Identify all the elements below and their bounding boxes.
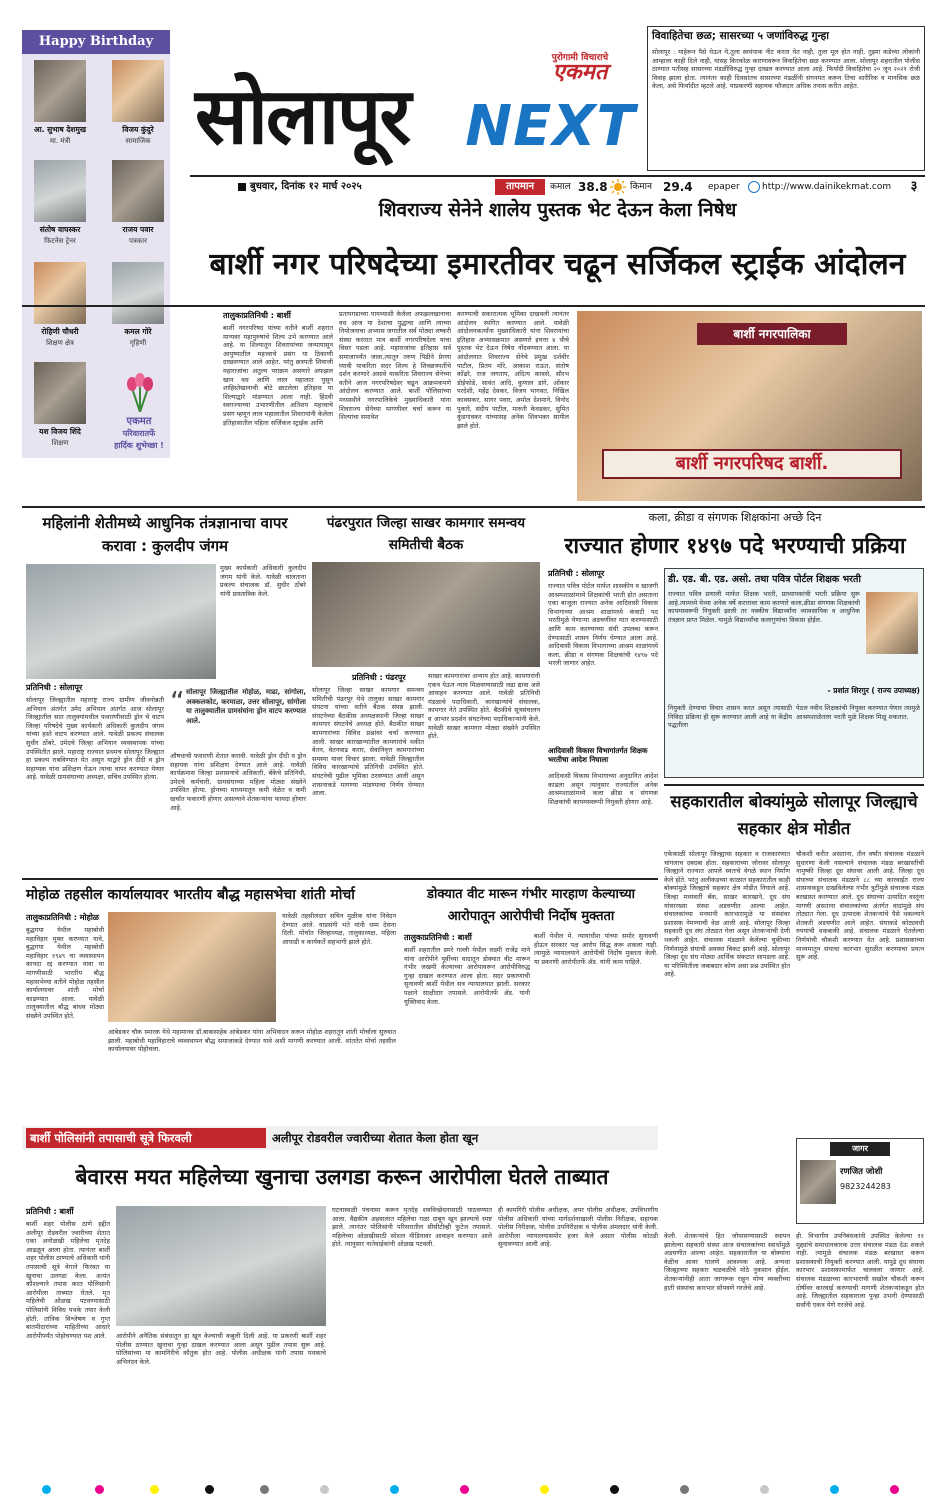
s5-credit: तालुकाप्रतिनिधी : मोहोळ (26, 913, 99, 922)
hero-sign-board: बार्शी नगरपरिषद बार्शी. (602, 449, 902, 479)
s3-box-body: राज्यात पवित्र प्रणाली मार्फत शिक्षक भरती, प्राध्यापकांची भरती प्रक्रिया सुरू आहे.त्यामध्ये येथ्या अनेक वर्षे करारावर काम करणारे कला,क्रीडा संगणक शिक्षकांची कायमस्वरूपी नियुक्ती झाली तर नक्कीच विद्यार्थ्यांना व्यावसायिक व आधुनिक तंत्रज्ञान प्राप्त मिळेल. यामुळे विद्यार्थ्यांचा कलागुणांचा विकास होईल. (668, 590, 860, 624)
birthday-role: शिक्षण (51, 439, 69, 447)
birthday-photo (112, 160, 164, 222)
top-right-body: सोलापूर : माहेरून पैसे घेऊन ये,तुला स्वयंपाक नीट करता येत नाही, तुला मूल होत नाही, तुझ्या कडेच्या लोकांनी आम्हाला काही दिले नाही, यासह किरकोळ कारणावरून विवाहितेचा छळ करण्यात आला. सोलापूर शहरातील पोलीस ठाण्यात पतीसह सासरच्या मंडळींविरुद्ध गुन्हा दाखल करण्यात आला आहे. फिर्यादी विवाहितेचा २० जून २०२१ रोजी विवाह झाला होता. त्यानंतर काही दिवसांतच सासरच्या मंडळींनी संगनमत करून तिचा शारीरिक व मानसिक छळ केला, असे फिर्यादीत म्हटले आहे. याप्रकरणी सहायक फौजदार अधिक तपास करीत आहेत. (652, 48, 920, 91)
s1-photo (26, 564, 216, 679)
s4-col1: एकेकाळी सोलापूर जिल्ह्याचा सहकार व राजकारणात चांगलाच दबदबा होता. सहकाराच्या जोरावर सोलापूर जिल्ह्याने राज्यात आपले स्वतःचे वेगळे स्थान निर्माण केले होते. परंतु अलीकडच्या काळात सहकारातील काही बोक्यांमुळे जिल्ह्याचे सहकार क्षेत्र मोडीत निघाले आहे. जिल्हा मध्यवर्ती बँक, साखर कारखाने, दूध संघ यांसारख्या संस्था अडचणीत आल्या आहेत. संचालकांच्या मनमानी कारभारामुळे या संस्थांवर प्रशासक नेमण्याची वेळ आली आहे. सोलापूर जिल्हा सहकारी दूध संघ तोट्यात गेला असून शेतकऱ्यांची देणी थकली आहेत. संचालक मंडळाने केलेल्या चुकीच्या निर्णयांमुळे संघाची अवस्था बिकट झाली आहे. सोलापूर जिल्हा दूध संघ मोठ्या आर्थिक संकटात सापडला आहे. या परिस्थितीला जबाबदार कोण असा प्रश्न उपस्थित होत आहे. (664, 850, 790, 979)
s1-credit: प्रतिनिधी : सोलापूर (26, 683, 83, 692)
temp-max: 38.8 (578, 180, 608, 194)
hero-credit: तालुकाप्रतिनिधी : बार्शी (223, 311, 291, 320)
birthday-photo (112, 60, 164, 122)
s1-quote-text: सोलापूर जिल्ह्यातील मोहोळ, माढा, सांगोला, अक्कलकोट, करमाळा, उत्तर सोलापूर, सांगोला या तालुक्यातील ग्रामसंघांना ड्रोन वाटप करण्यात आले. (186, 688, 306, 725)
s1-side: मुख्य कार्यकारी अधिकारी कुलदीप जंगम यांनी केले. यावेळी चालताना प्रकल्प संचालक डॉ. सुधीर ठोंबरे यांनी प्रास्ताविक केले. (220, 564, 306, 598)
birthday-name: विजय कुंदुरे (122, 125, 154, 134)
s3-kicker: कला, क्रीडा व संगणक शिक्षकांना अच्छे दिन (648, 511, 822, 524)
registration-swatch (610, 1485, 619, 1494)
s7-body2: आरोपीने अनैतिक संबंधातून हा खून केल्याची कबुली दिली आहे. या प्रकरणी बार्शी शहर पोलीस ठाण्यात खुनाचा गुन्हा दाखल करण्यात आला असून पुढील तपास सुरू आहे. पोलिसांच्या या कामगिरीचे कौतुक होत आहे. पोलीस अधीक्षक यांनी तपास पथकाचे अभिनंदन केले. (116, 1332, 326, 1366)
birthday-name: संतोष वाघस्कर (39, 225, 81, 234)
s7-credit: प्रतिनिधी : बार्शी (26, 1207, 74, 1216)
birthday-role: शिक्षण क्षेत्र (46, 339, 74, 347)
birthday-name: आ. सुभाष देशमुख (33, 125, 87, 134)
s5-body3: आंबेडकर चौक स्मारक येथे महामानव डॉ.बाबासाहेब आंबेडकर यांना अभिवादन करून मोहोळ शहरातून शांती मोर्चाला सुरुवात झाली. महाबोधी महाविहाराचे व्यवस्थापन बौद्ध समाजाकडे देण्यात यावे अशी मागणी करण्यात आली. शांततेत मोर्चा तहसील कार्यालयावर पोहोचला. (108, 1028, 396, 1054)
s5-body: बुद्धगया येथील महाबोधी महाविहार मुक्त करण्यात यावे, बुद्धगया येथील महाबोधी महाविहार १९४९ चा व्यवस्थापन कायदा रद्द करण्यात यावा या मागणीसाठी भारतीय बौद्ध महासभेच्या वतीने मोहोळ तहसील कार्यालयावर शांती मोर्चा काढण्यात आला. यावेळी तालुक्यातील बौद्ध बांधव मोठ्या संख्येने उपस्थित होते. (26, 926, 104, 1020)
s4-col3: केली. शेतकऱ्यांचे हित जोपासण्यासाठी स्थापन झालेल्या सहकारी संस्था आज संचालकांच्या स्वार्थामुळे अडचणीत आल्या आहेत. सहकारातील या बोक्यांना वेळीच आवर घालणे आवश्यक आहे. अन्यथा जिल्ह्याच्या सहकार चळवळीचे मोठे नुकसान होईल. शेतकऱ्यांनीही आता जागरूक राहून योग्य व्यक्तींच्या हाती संस्थांचा कारभार सोपवणे गरजेचे आहे. (664, 1232, 790, 1292)
s3-tail1: नियुक्ती देण्याचा विचार शासन करत असून त्यासाठी निविदा प्रक्रिया ही सुरू करण्यात आली आहे या केंद्रीय पद्धतीला (668, 704, 792, 730)
birthday-role: मा. मंत्री (49, 137, 71, 145)
s7-kicker: बार्शी पोलिसांनी तपासाची सूत्रे फिरवली (26, 1128, 266, 1148)
s4-col2: चौकशी करीत असताना, तीन वर्षांत संचालक मंडळाने सुधारणा केली नसल्याने संचालक मंडळ बरखास्तीची नामुष्की जिल्हा दूध संघावर आली आहे. जिल्हा दूध संघाच्या संचालक मंडळाने ८८ च्या कारवाईत राज्य शासनाकडून दाखविलेल्या गंभीर त्रुटींमुळे संचालक मंडळ बरखास्त करण्यात आले. दूध संघाच्या उत्पादित वस्तूंना मागणी असताना संचालकांच्या अंतर्गत वादांमुळे संघ तोट्यात गेला. दूध उत्पादक शेतकऱ्यांचे पैसे थकल्याने शेतकरी अडचणीत आले आहेत. संघाकडे कोट्यवधी रुपयांची थकबाकी आहे. संचालक मंडळाने घेतलेल्या निर्णयांची चौकशी करण्यात येत आहे. प्रशासकाच्या माध्यमातून संघाचा कारभार सुरळीत करण्याचा प्रयत्न सुरू आहे. (796, 850, 924, 962)
epaper-label: epaper (708, 182, 740, 192)
s3-subhead: आदिवासी विकास विभागांतर्गत शिक्षक भरतीचा आदेश निघाला (548, 746, 648, 764)
birthday-title: Happy Birthday (22, 30, 170, 54)
registration-swatch (460, 1485, 469, 1494)
website-link[interactable]: http://www.dainikekmat.com (762, 182, 892, 192)
flower-icon (120, 372, 160, 412)
quote-icon: “ (170, 685, 185, 718)
s6-headline: डोक्यात वीट मारून गंभीर मारहाण केल्याच्या आरोपातून आरोपीची निर्दोष मुक्तता (427, 887, 635, 924)
dateline-rule (190, 175, 925, 177)
s5-rule (22, 878, 658, 880)
s2-photo (312, 562, 540, 667)
s7-headline: बेवारस मयत महिलेच्या खुनाचा उलगडा करून आरोपीला घेतले ताब्यात (75, 1165, 609, 1189)
registration-swatch (95, 1485, 104, 1494)
top-right-headline: विवाहितेचा छळ; सासरच्या ५ जणांविरुद्ध गुन्हा (652, 30, 829, 42)
globe-icon (748, 181, 760, 193)
birthday-name: रोहिणी चौधरी (41, 327, 79, 336)
page-number: ३ (910, 179, 918, 194)
s6-body2: बार्शी येथील मे. न्यायाधीश यांच्या समोर सुनावणी होऊन सरकार पक्ष आरोप सिद्ध करू शकला नाही. त्यामुळे न्यायालयाने आरोपीची निर्दोष मुक्तता केली. या प्रकरणी आरोपीतर्फे ॲड. यांनी काम पाहिले. (534, 932, 658, 966)
temp-min-label: किमान (630, 182, 652, 192)
temperature-label: तापमान (495, 179, 545, 195)
birthday-wish-2: परिवारातर्फे (122, 429, 156, 438)
s5-photo (108, 912, 276, 1022)
s4-phone: 9823244283 (840, 1182, 891, 1191)
s5-body2: यावेळी तहसीलदार सचिन मुळीक यांना निवेदन देण्यात आले. याप्रसंगी भंते यांनी धम्म देसना दिली. मोर्चात जिल्हाध्यक्ष, तालुकाध्यक्ष, महिला आघाडी व कार्यकर्ते सहभागी झाले होते. (282, 912, 396, 946)
hero-kicker: शिवराज्य सेनेने शालेय पुस्तक भेट देऊन केला निषेध (378, 199, 737, 221)
s7-body4: ही कामगिरी पोलीस अधीक्षक, अपर पोलीस अधीक्षक, उपविभागीय पोलीस अधिकारी यांच्या मार्गदर्शनाखाली पोलीस निरीक्षक, सहायक पोलीस निरीक्षक, पोलीस उपनिरीक्षक व पोलीस अंमलदार यांनी केली. आरोपीला न्यायालयासमोर हजर केले असता पोलीस कोठडी सुनावण्यात आली आहे. (498, 1206, 658, 1249)
registration-swatch (390, 1485, 399, 1494)
registration-swatch (890, 1485, 899, 1494)
birthday-wish-1: एकमत (126, 416, 152, 427)
registration-swatch (150, 1485, 159, 1494)
s4-headline: सहकारातील बोक्यांमुळे सोलापूर जिल्ह्याचे सहकार क्षेत्र मोडीत (670, 792, 918, 838)
s3-box-title: डी. एड. बी. एड. असो. तथा पवित्र पोर्टल शिक्षक भरती (668, 574, 861, 585)
s2-body: सोलापूर जिल्हा साखर कामगार समन्वय समितीची पंढरपूर येथे तालुका साखर कामगार संघटना यांच्या वतीने बैठक संपन्न झाली. संघटनेच्या बैठकीस अध्यक्षस्थानी जिल्हा साखर कामगार संघटनेचे अध्यक्ष होते. बैठकीत साखर कामगारांच्या विविध प्रश्नांवर चर्चा करण्यात आली. साखर कारखान्यांतील कामगारांचे थकीत वेतन, वेतनवाढ करार, सेवानिवृत्त कामगारांच्या समस्या यावर विचार झाला. यावेळी जिल्ह्यातील विविध कारखान्यांचे प्रतिनिधी उपस्थित होते. संघटनेची पुढील भूमिका ठरवण्यात आली असून शासनाकडे मागण्या मांडण्याचा निर्णय घेण्यात आला. (312, 686, 424, 798)
temp-min: 29.4 (663, 180, 693, 194)
birthday-photo (112, 262, 164, 324)
birthday-photo (34, 362, 86, 424)
registration-swatch (205, 1485, 214, 1494)
s4-author-photo (800, 1160, 836, 1204)
date-bullet (238, 183, 246, 191)
registration-swatch (680, 1485, 689, 1494)
registration-swatch (320, 1485, 329, 1494)
registration-swatch (830, 1485, 839, 1494)
s3-box-sign: - प्रशांत शिरगुर ( राज्य उपाध्यक्ष) (827, 686, 920, 695)
s3-credit: प्रतिनिधी : सोलापूर (548, 569, 605, 578)
hero-headline: बार्शी नगर परिषदेच्या इमारतीवर चढून सर्जिकल स्ट्राईक आंदोलन (209, 247, 906, 282)
s5-headline: मोहोळ तहसील कार्यालयावर भारतीय बौद्ध महासभेचा शांती मोर्चा (26, 887, 355, 903)
hero-photo (577, 311, 922, 501)
hero-col2: प्रतापगडाच्या पायथ्याशी केलेला अफझलखानाचा वध आज या देशाचा युद्धाचा आणि त्याच्या नियोजनाचा अभ्यास जगातील सर्व मोठ्या लष्करी संस्था करतात मात्र बार्शी नगरपरिषदेला याचा विसर पडला आहे. महाराजांचा इतिहास सर्व समाजापर्यंत जावा,त्यातून तरुण पिढीने प्रेरणा घ्यावी याकरिता सदर शिल्प हे शिवछत्रपतींचे दर्शन करणारे असावे याकरिता शिवराज्य सेनेच्या वतीने आज नगरपरिषदेवर चढून आक्रमकपणे आंदोलन करण्यात आले. बार्शी पोलिसांच्या मध्यस्थीने नगरपालिकेचे मुख्याधिकारी यांना शिवराज्य सेनेच्या मागणीवर चर्चा करून या शिल्पांचा समावेश (339, 310, 451, 422)
birthday-role: फिटनेस ट्रेनर (44, 237, 76, 245)
birthday-photo (34, 160, 86, 222)
nagarpalika-sign: बार्शी नगरपालिका (697, 323, 847, 345)
registration-swatch (260, 1485, 269, 1494)
s6-credit: तालुकाप्रतिनिधी : बार्शी (404, 933, 472, 942)
sun-icon (610, 179, 626, 195)
hero-rule (22, 305, 925, 307)
registration-swatch (540, 1485, 549, 1494)
s4-author: रणजित जोशी (840, 1167, 883, 1177)
registration-swatch (760, 1485, 769, 1494)
hero-col1: बार्शी नगरपरिषद यांच्या वतीने बार्शी शहरात मान्यवर महापुरुषांचे शिल्प उभे करण्यात आले आहे. या शिल्पातून शिवरायांच्या जन्मापासून आयुष्यातील महत्त्वाचे प्रसंग या ठिकाणी दाखवण्यात आले आहेत. परंतु छत्रपती शिवाजी महाराजांचा अतुल्य पराक्रम असणारे अफझल खान वध आणि लाल महालात घुसून शाहिस्तेखानाची बोटे छाटलेला इतिहास या शिल्पाद्वारे मांडण्यात आला नाही. हिंदवी स्वराज्याच्या उभारणीतील अतिशय महत्त्वाचे प्रसंग म्हणून लाल महालातील शिवरायांनी केलेला इतिहासातील पहिला सर्जिकल स्ट्राईक आणि (223, 324, 333, 427)
birthday-role: सामाजिक (125, 137, 151, 145)
s2-credit: प्रतिनिधी : पंढरपूर (352, 673, 406, 682)
s4-col4: ही. विभागीय उपनिबंधकांनी उपस्थित केलेल्या ११ मुद्द्यांचे समाधानकारक उत्तर संचालक मंडळ देऊ शकले नाही. त्यामुळे संचालक मंडळ बरखास्त करून प्रशासकाची नियुक्ती करण्यात आली. यापुढे दूध संघाचा कारभार प्रशासकामार्फत चालवला जाणार आहे. संचालक मंडळाच्या कारभाराची सखोल चौकशी करून दोषींवर कारवाई करण्याची मागणी शेतकऱ्यांकडून होत आहे. जिल्ह्यातील सहकाराला पुन्हा उभारी देण्यासाठी सर्वांनी एकत्र येणे गरजेचे आहे. (796, 1232, 924, 1309)
next-logo: NEXT (465, 94, 636, 159)
birthday-name: राजय पवार (122, 225, 154, 234)
dateline: बुधवार, दिनांक १२ मार्च २०२५ (250, 181, 362, 192)
birthday-wish-3: हार्दिक शुभेच्छा ! (114, 441, 164, 450)
s6-body: बार्शी शहरातील डमरे गल्ली येथील लक्ष्मी राजेंद्र माने यांना आरोपीने पूर्वीच्या वादातून डोक्यात वीट मारून गंभीर जखमी केल्याच्या आरोपावरून आरोपीविरुद्ध गुन्हा दाखल करण्यात आला होता. सदर प्रकरणाची सुनावणी बार्शी येथील सत्र न्यायालयात झाली. सरकार पक्षाने साक्षीदार तपासले. आरोपीतर्फे ॲड. यांनी युक्तिवाद केला. (404, 946, 530, 1006)
s3-body2: आदिवासी विकास विभागाच्या अनुदानित आदेश काढला असून त्यानुसार राज्यातील अनेक आश्रमशाळांमध्ये कला क्रीडा व संगणक शिक्षकांची कायमस्वरूपी नियुक्ती होणार आहे. (548, 772, 658, 806)
s1-body: सोलापूर जिल्ह्यातील महाराष्ट्र राज्य ग्रामीण जीवनोन्नती अभियान अंतर्गत उमेद अभियान अंतर्गत आज सोलापूर जिल्ह्यातील सात तालुक्यांमधील फवारणीसाठी ड्रोन चे वाटप जिल्हा परिषदेचे मुख्य कार्यकारी अधिकारी कुलदीप जंगम यांच्या हस्ते वाटप करण्यात आले. यावेळी प्रकल्प संचालक सुधीर ठोंबरे, उमेदचे जिल्हा अभियान व्यवस्थापक यांच्या उपस्थितीत झाले. महाराष्ट्र राज्यात प्रथमच सोलापूर जिल्ह्यात हा प्रकल्प राबविण्यात येत असून याद्वारे ड्रोन दीदी व ड्रोन सहाय्यक यांना प्रशिक्षण घेऊन त्याचा वापर करण्यात येणार आहे. यावेळी ग्रामसंघाच्या अध्यक्षा, सचिव उपस्थित होत्या. (26, 696, 164, 782)
s1-quote (170, 685, 306, 750)
s7-body: बार्शी शहर पोलीस ठाणे हद्दीत अलीपूर रोडवरील ज्वारीच्या शेतात एका अनोळखी महिलेचा मृतदेह आढळून आला होता. त्यानंतर बार्शी शहर पोलीस ठाण्याचे अधिकारी यांनी तपासाची सूत्रे वेगाने फिरवत या खुनाचा उलगडा केला. अत्यंत कौशल्याने तपास करत पोलिसांनी आरोपीला ताब्यात घेतले. मृत महिलेची ओळख पटवण्यासाठी पोलिसांनी विविध पथके तयार केली होती. तांत्रिक विश्लेषण व गुप्त बातमीदारांच्या माहितीच्या आधारे आरोपीपर्यंत पोहोचण्यात यश आले. (26, 1220, 110, 1340)
birthday-name: यश विजय शिंदे (39, 427, 81, 436)
s2-body2: साखर कामगारांवर अन्याय होत आहे. कामगारांनी एकत्र येऊन न्याय मिळवण्यासाठी लढा द्यावा असे आवाहन करण्यात आले. यावेळी प्रतिनिधी मंडळाचे पदाधिकारी, कारखान्यांचे संचालक, कामगार नेते उपस्थित होते. बैठकीचे सूत्रसंचालन व आभार प्रदर्शन संघटनेच्या पदाधिकाऱ्यांनी केले. यावेळी साखर कामगार मोठ्या संख्येने उपस्थित होते. (428, 672, 540, 741)
birthday-name: कमल गोरे (124, 327, 152, 336)
brand-tagline: पुरोगामी विचाराचे (551, 53, 609, 63)
s3-portrait (866, 592, 918, 654)
registration-swatch (42, 1485, 51, 1494)
birthday-photo (34, 60, 86, 122)
brand-logo: एकमत (552, 60, 608, 85)
s3-body: राज्यात पवित्र पोर्टल मार्फत शासकीय व खाजगी आश्रमशाळांमध्ये शिक्षकांची भरती होत असताना एका बाजूला राज्यात अनेक आदिवासी विकास विभागाच्या आश्रम शाळांमध्ये कंत्राटी पद भरतीमुळे येणाऱ्या अडचणींवर मात करण्यासाठी आणि काम करण्याच्या संधी उपलब्ध करून देण्यासाठी शासन निर्णय घेण्यात आला आहे. आदिवासी विकास विभागाच्या आश्रम शाळांमध्ये कला, क्रीडा व संगणक शिक्षकांची १४९७ पदे भरली जाणार आहेत. (548, 582, 658, 668)
s7-kicker2: अलीपूर रोडवरील ज्वारीच्या शेतात केला होता खून (272, 1131, 479, 1145)
s7-body3: घटनास्थळी पंचनामा करून मृतदेह शवविच्छेदनासाठी पाठवण्यात आला. वैद्यकीय अहवालात महिलेचा गळा दाबून खून झाल्याचे स्पष्ट झाले. त्यानंतर पोलिसांनी परिसरातील सीसीटीव्ही फुटेज तपासले. महिलेच्या ओळखीसाठी सोशल मीडियावर आवाहन करण्यात आले होते. त्यानुसार नातेवाईकांनी ओळख पटवली. (332, 1206, 492, 1249)
s7-photo (116, 1206, 326, 1326)
s1-body2: औषधाची फवारणी शेतात करावी. यावेळी ड्रोन दीदी व ड्रोन सहायक यांना प्रशिक्षण देण्यात आले आहे. यावेळी कार्यक्रमास जिल्हा प्रशासनाचे अधिकारी, बँकेचे प्रतिनिधी, उमेदचे कर्मचारी, ग्रामसंघाच्या महिला मोठ्या संख्येने उपस्थित होत्या. ड्रोनच्या माध्यमातून कमी वेळेत व कमी खर्चात फवारणी होणार असल्याने शेतकऱ्यांना फायदा होणार आहे. (170, 752, 306, 812)
birthday-photo (34, 262, 86, 324)
s2-headline: पंढरपुरात जिल्हा साखर कामगार समन्वय समितीची बैठक (326, 515, 526, 553)
s3-headline: राज्यात होणार १४९७ पदे भरण्याची प्रक्रिया (564, 534, 906, 559)
temp-max-label: कमाल (550, 182, 571, 192)
s3-tail2: पेठल नवीन शिक्षकांची नियुक्त करण्यात येणार त्यामुळे आश्रमशाळेतला भरती मुळे शिक्षक मिळू शकतात. (796, 704, 920, 721)
hero-bottom-rule (22, 506, 925, 508)
s4-rule (664, 784, 924, 786)
birthday-role: गृहिणी (129, 339, 147, 347)
hero-col3: करण्याची सकारात्मक भूमिका दाखवली त्यानंतर आंदोलन स्थगित करण्यात आले. यावेळी आंदोलनकर्त्यांना मुख्याधिकारी यांना शिवरायांचा इतिहास अभ्यासक्रमात असणारे इयत्ता ४ थीचे पुस्तक भेट देऊन निषेध नोंदवण्यात आला. या आंदोलनात शिवराज्य सेनेचे प्रमुख दर्शवीर पाटील, प्रितम मोरे, आकाश राऊत, संतोष कोंढरे, राज जगताप, अदित्य कावसे, सौरभ डोईफोडे, सावंत आदि, कुणाल डांगे, ओंकार परदेशी, महेंद्र देवकर, विजय भागवत, निखिल कावसकर, सागर पवार, अमोल देशमाने, विनोद पुकारे, संदीप पाटील, मारुती केवडकर, सुमित कुंडगावकर यांच्यासह अनेक शिवभक्त सामील झाले होते. (457, 310, 569, 430)
birthday-role: पत्रकार (129, 237, 147, 245)
s1-headline: महिलांनी शेतीमध्ये आधुनिक तंत्रज्ञानाचा वापर करावा : कुलदीप जंगम (42, 514, 288, 555)
s4-byline-tag: जागर (830, 1142, 890, 1156)
masthead-title: सोलापूर (195, 72, 410, 162)
